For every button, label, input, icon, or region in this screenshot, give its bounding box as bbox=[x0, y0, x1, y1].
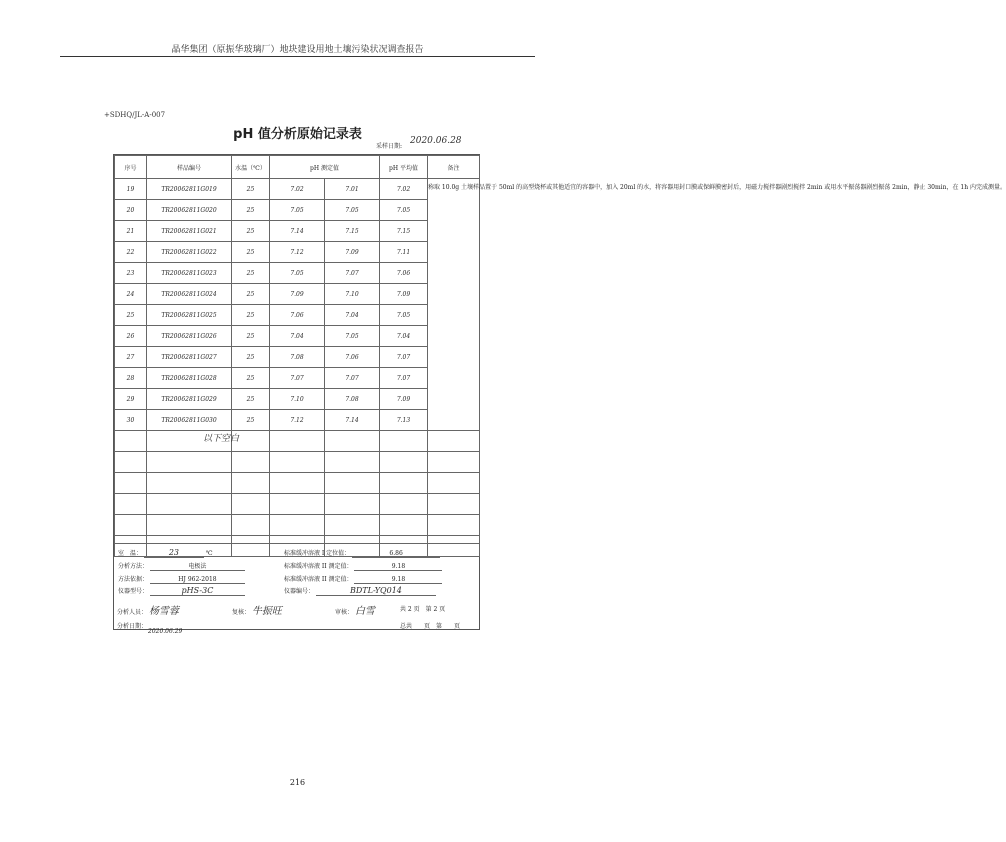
table-row bbox=[115, 389, 480, 410]
analyst bbox=[117, 602, 179, 617]
table-row bbox=[115, 347, 480, 368]
table-row-blank bbox=[115, 515, 480, 536]
row-ph-1 bbox=[270, 515, 325, 536]
row-ph-avg: 7.07 bbox=[380, 347, 428, 368]
row-no: 26 bbox=[115, 326, 147, 347]
buffer-1 bbox=[284, 548, 440, 558]
row-ph-avg: 7.15 bbox=[380, 221, 428, 242]
table-row-blank bbox=[115, 431, 480, 452]
row-temp: 25 bbox=[232, 221, 270, 242]
analysis-date bbox=[117, 621, 147, 630]
buffer-2 bbox=[284, 561, 442, 571]
row-sample-id: TR20062811G019 bbox=[147, 179, 232, 200]
analyst-signature: 杨雪蓉 bbox=[148, 606, 179, 617]
sample-date-value: 2020.06.28 bbox=[410, 136, 462, 146]
row-temp bbox=[232, 536, 270, 557]
row-remarks bbox=[428, 431, 480, 452]
method-label: 分析方法： bbox=[118, 563, 149, 570]
row-ph-2 bbox=[325, 515, 380, 536]
row-ph-1: 7.04 bbox=[270, 326, 325, 347]
row-temp: 25 bbox=[232, 200, 270, 221]
row-remarks bbox=[428, 494, 480, 515]
row-temp: 25 bbox=[232, 263, 270, 284]
approver bbox=[335, 602, 375, 617]
basis-value: HJ 962-2018 bbox=[150, 576, 245, 584]
table-row bbox=[115, 284, 480, 305]
row-ph-2: 7.05 bbox=[325, 200, 380, 221]
row-no: 25 bbox=[115, 305, 147, 326]
col-header-avg: pH 平均值 bbox=[380, 156, 428, 179]
table-row bbox=[115, 410, 480, 431]
row-ph-avg: 7.13 bbox=[380, 410, 428, 431]
instrument-model bbox=[118, 586, 245, 596]
row-ph-1: 7.06 bbox=[270, 305, 325, 326]
row-sample-id bbox=[147, 515, 232, 536]
reviewer bbox=[232, 602, 282, 617]
buffer-1-value: 6.86 bbox=[352, 550, 440, 558]
report-header-title: 晶华集团（原振华玻璃厂）地块建设用地土壤污染状况调查报告 bbox=[171, 45, 424, 55]
row-ph-2: 7.07 bbox=[325, 368, 380, 389]
row-temp bbox=[232, 452, 270, 473]
row-ph-1: 7.10 bbox=[270, 389, 325, 410]
row-ph-2 bbox=[325, 494, 380, 515]
row-no bbox=[115, 494, 147, 515]
instrument-model-label: 仪器型号： bbox=[118, 588, 149, 595]
row-temp bbox=[232, 473, 270, 494]
table-row-blank bbox=[115, 494, 480, 515]
row-temp: 25 bbox=[232, 179, 270, 200]
row-ph-1 bbox=[270, 452, 325, 473]
row-no bbox=[115, 473, 147, 494]
row-temp: 25 bbox=[232, 368, 270, 389]
table-row bbox=[115, 368, 480, 389]
instrument-model-value: pHS-3C bbox=[150, 586, 245, 596]
page-count: 共 2 页 第 2 页 bbox=[400, 606, 446, 613]
row-ph-2 bbox=[325, 452, 380, 473]
row-sample-id: TR20062811G025 bbox=[147, 305, 232, 326]
row-no: 29 bbox=[115, 389, 147, 410]
room-temp-unit: ℃ bbox=[205, 550, 213, 557]
row-remarks bbox=[428, 473, 480, 494]
table-row bbox=[115, 179, 480, 200]
table-row bbox=[115, 242, 480, 263]
col-header-remarks: 备注 bbox=[428, 156, 480, 179]
analysis-date-label: 分析日期： bbox=[117, 623, 148, 630]
row-ph-avg: 7.06 bbox=[380, 263, 428, 284]
table-row bbox=[115, 305, 480, 326]
row-ph-avg bbox=[380, 431, 428, 452]
instrument-number-label: 仪器编号： bbox=[284, 588, 315, 595]
form-code: +SDHQ/JL-A-007 bbox=[104, 111, 166, 119]
row-no: 20 bbox=[115, 200, 147, 221]
row-ph-2 bbox=[325, 473, 380, 494]
row-ph-2 bbox=[325, 431, 380, 452]
row-sample-id: TR20062811G021 bbox=[147, 221, 232, 242]
row-ph-2: 7.01 bbox=[325, 179, 380, 200]
row-ph-2: 7.15 bbox=[325, 221, 380, 242]
page-count-total: 总共 页 第 页 bbox=[400, 623, 461, 630]
buffer-1-label: 标准缓冲溶液 I 定位值： bbox=[284, 550, 351, 557]
row-ph-avg: 7.09 bbox=[380, 389, 428, 410]
ph-record-form bbox=[113, 154, 1006, 630]
row-ph-1 bbox=[270, 494, 325, 515]
row-temp: 25 bbox=[232, 389, 270, 410]
sample-date-label: 采样日期: bbox=[376, 143, 403, 150]
info-divider bbox=[114, 543, 479, 544]
col-header-temp: 水温（℃） bbox=[232, 156, 270, 179]
row-temp: 25 bbox=[232, 284, 270, 305]
method-value: 电极法 bbox=[150, 561, 245, 571]
col-header-sample-id: 样品编号 bbox=[147, 156, 232, 179]
row-ph-2: 7.04 bbox=[325, 305, 380, 326]
page-number: 216 bbox=[289, 778, 306, 787]
col-header-no: 序号 bbox=[115, 156, 147, 179]
blank-below-note: 以下空白 bbox=[203, 434, 240, 444]
row-no: 28 bbox=[115, 368, 147, 389]
row-ph-avg: 7.09 bbox=[380, 284, 428, 305]
row-ph-1: 7.05 bbox=[270, 200, 325, 221]
row-no bbox=[115, 515, 147, 536]
row-temp: 25 bbox=[232, 326, 270, 347]
buffer-3-value: 9.18 bbox=[354, 576, 442, 584]
row-sample-id bbox=[147, 452, 232, 473]
analysis-date-value: 2020.06.29 bbox=[148, 628, 183, 635]
reviewer-signature: 牛振旺 bbox=[251, 606, 282, 617]
buffer-3-label: 标准缓冲溶液 II 测定值： bbox=[284, 576, 353, 583]
row-ph-1 bbox=[270, 473, 325, 494]
method-basis bbox=[118, 574, 245, 584]
row-temp bbox=[232, 494, 270, 515]
row-sample-id: TR20062811G026 bbox=[147, 326, 232, 347]
row-sample-id bbox=[147, 494, 232, 515]
table-row-blank bbox=[115, 452, 480, 473]
buffer-2-label: 标准缓冲溶液 II 测定值： bbox=[284, 563, 353, 570]
remarks-cell: 称取 10.0g 土壤样品置于 50ml 的高型烧杯或其他适宜的容器中，加入 20ml 的水，将容器用封口膜或保鲜膜密封后，用磁力搅拌器剧烈搅拌 2min 或用水平振荡器剧烈振荡 2min，静止 30min，在 1h 内完成测量。 bbox=[428, 179, 480, 431]
row-ph-2: 7.10 bbox=[325, 284, 380, 305]
row-no bbox=[115, 452, 147, 473]
room-temp-label: 室 温： bbox=[118, 550, 143, 557]
room-temp bbox=[118, 548, 213, 558]
row-ph-1: 7.07 bbox=[270, 368, 325, 389]
row-sample-id: TR20062811G028 bbox=[147, 368, 232, 389]
row-ph-1: 7.05 bbox=[270, 263, 325, 284]
basis-label: 方法依据： bbox=[118, 576, 149, 583]
row-ph-1: 7.14 bbox=[270, 221, 325, 242]
row-ph-1: 7.08 bbox=[270, 347, 325, 368]
approver-signature: 白雪 bbox=[354, 606, 375, 617]
method bbox=[118, 561, 245, 571]
row-sample-id: TR20062811G029 bbox=[147, 389, 232, 410]
instrument-number bbox=[284, 586, 436, 596]
row-ph-avg bbox=[380, 515, 428, 536]
row-ph-avg bbox=[380, 452, 428, 473]
table-row bbox=[115, 326, 480, 347]
reviewer-label: 复核： bbox=[232, 609, 251, 616]
form-title: pH 值分析原始记录表 bbox=[233, 127, 362, 142]
row-remarks bbox=[428, 515, 480, 536]
row-sample-id: TR20062811G020 bbox=[147, 200, 232, 221]
row-no: 30 bbox=[115, 410, 147, 431]
row-ph-avg: 7.05 bbox=[380, 305, 428, 326]
table-row-blank bbox=[115, 473, 480, 494]
header-divider bbox=[60, 56, 535, 57]
row-ph-1: 7.12 bbox=[270, 410, 325, 431]
row-no bbox=[115, 431, 147, 452]
row-no: 24 bbox=[115, 284, 147, 305]
instrument-number-value: BDTL-YQ014 bbox=[316, 586, 436, 596]
analyst-label: 分析人员： bbox=[117, 609, 148, 616]
row-ph-avg: 7.02 bbox=[380, 179, 428, 200]
ph-record-table bbox=[114, 155, 1006, 557]
table-row bbox=[115, 221, 480, 242]
row-ph-avg: 7.07 bbox=[380, 368, 428, 389]
row-ph-avg: 7.05 bbox=[380, 200, 428, 221]
row-sample-id: TR20062811G027 bbox=[147, 347, 232, 368]
row-ph-2: 7.07 bbox=[325, 263, 380, 284]
row-ph-2: 7.14 bbox=[325, 410, 380, 431]
row-no: 21 bbox=[115, 221, 147, 242]
row-temp: 25 bbox=[232, 410, 270, 431]
row-ph-2: 7.06 bbox=[325, 347, 380, 368]
row-sample-id: TR20062811G022 bbox=[147, 242, 232, 263]
approver-label: 审核： bbox=[335, 609, 354, 616]
buffer-3 bbox=[284, 574, 442, 584]
row-no: 27 bbox=[115, 347, 147, 368]
row-ph-avg: 7.04 bbox=[380, 326, 428, 347]
row-temp bbox=[232, 515, 270, 536]
row-temp: 25 bbox=[232, 347, 270, 368]
row-temp: 25 bbox=[232, 242, 270, 263]
row-ph-avg: 7.11 bbox=[380, 242, 428, 263]
row-remarks bbox=[428, 452, 480, 473]
row-sample-id: TR20062811G024 bbox=[147, 284, 232, 305]
table-row bbox=[115, 200, 480, 221]
row-ph-2: 7.08 bbox=[325, 389, 380, 410]
buffer-2-value: 9.18 bbox=[354, 563, 442, 571]
row-no: 23 bbox=[115, 263, 147, 284]
row-ph-1: 7.12 bbox=[270, 242, 325, 263]
row-no: 22 bbox=[115, 242, 147, 263]
row-ph-1: 7.02 bbox=[270, 179, 325, 200]
row-temp: 25 bbox=[232, 305, 270, 326]
table-row bbox=[115, 263, 480, 284]
col-header-ph: pH 测定值 bbox=[270, 156, 380, 179]
table-header-row bbox=[115, 156, 480, 179]
row-ph-avg bbox=[380, 473, 428, 494]
row-sample-id bbox=[147, 473, 232, 494]
row-sample-id: TR20062811G030 bbox=[147, 410, 232, 431]
row-ph-1 bbox=[270, 431, 325, 452]
row-ph-avg bbox=[380, 494, 428, 515]
row-ph-2: 7.05 bbox=[325, 326, 380, 347]
row-sample-id: TR20062811G023 bbox=[147, 263, 232, 284]
room-temp-value: 23 bbox=[144, 548, 204, 558]
row-ph-1: 7.09 bbox=[270, 284, 325, 305]
row-no: 19 bbox=[115, 179, 147, 200]
row-ph-2: 7.09 bbox=[325, 242, 380, 263]
